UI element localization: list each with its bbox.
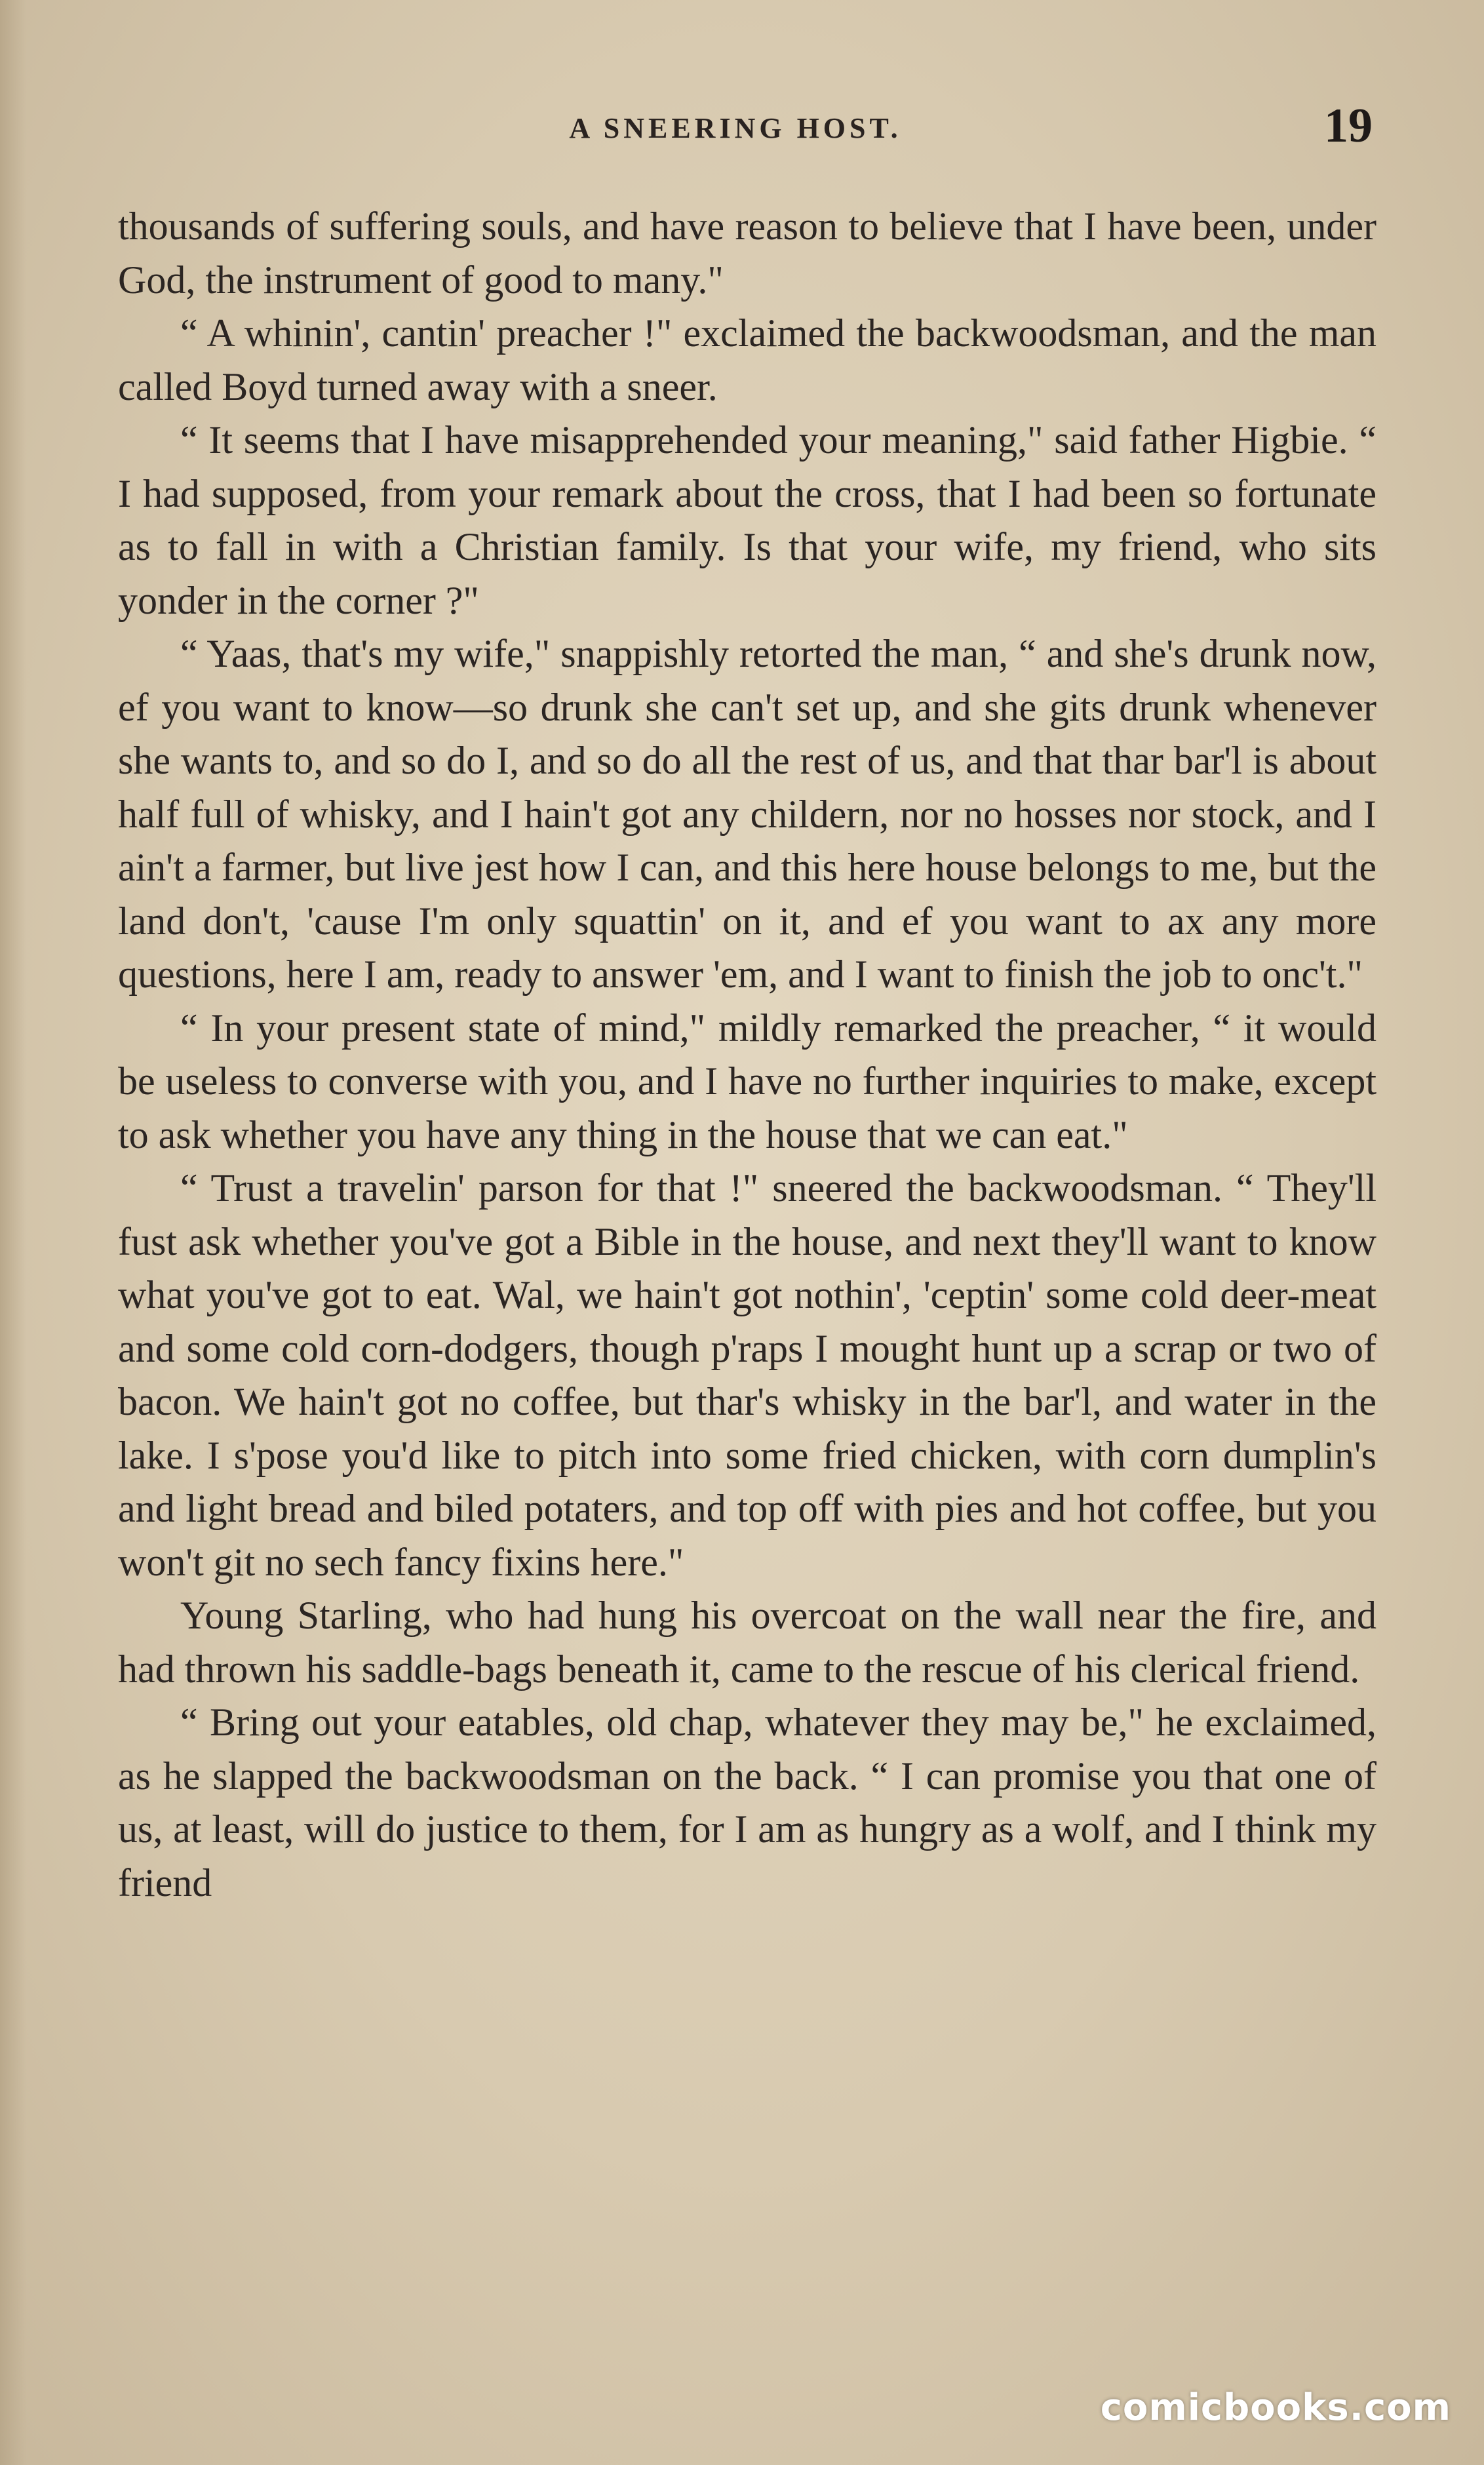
paragraph-2: “ A whinin', cantin' preacher !" exclaimed the backwoodsman, and the man called Boyd turned away with a sneer.	[118, 311, 1377, 408]
site-watermark: comicbooks.com	[1100, 2386, 1451, 2429]
paragraph-6: “ Trust a travelin' parson for that !" sneered the backwoodsman. “ They'll fust ask whether you've got a Bible in the house, and next they'll want to know what you've got to eat. Wal, we hain't got nothin', 'ceptin' some cold deer-meat and some cold corn-dodgers, though p'raps I mought hunt up a scrap or two of bacon. We hain't got no coffee, but thar's whisky in the bar'l, and water in the lake. I s'pose you'd like to pitch into some fried chicken, with corn dumplin's and light bread and biled potaters, and top off with pies and hot coffee, but you won't git no sech fancy fixins here."	[118, 1166, 1377, 1584]
paragraph-5: “ In your present state of mind," mildly remarked the preacher, “ it would be useless to converse with you, and I have no further inquiries to make, except to ask whether you have any thing in the house that we can eat."	[118, 1006, 1377, 1156]
paragraph-3: “ It seems that I have misapprehended your meaning," said father Higbie. “ I had supposed, from your remark about the cross, that I had been so fortunate as to fall in with a Christian family. Is that your wife, my friend, who sits yonder in the corner ?"	[118, 418, 1377, 622]
running-title: A SNEERING HOST.	[569, 112, 902, 144]
paragraph-4: “ Yaas, that's my wife," snappishly retorted the man, “ and she's drunk now, ef you want to know—so drunk she can't set up, and she gits drunk whenever she wants to, and so do I, and so do all the rest of us, and that thar bar'l is about half full of whisky, and I hain't got any childern, nor no hosses nor stock, and I ain't a farmer, but live jest how I can, and this here house belongs to me, but the land don't, 'cause I'm only squattin' on it, and ef you want to ax any more questions, here I am, ready to answer 'em, and I want to finish the job to onc't."	[118, 632, 1377, 996]
body-text	[118, 200, 1377, 1910]
paragraph-8: “ Bring out your eatables, old chap, whatever they may be," he exclaimed, as he slapped the backwoodsman on the back. “ I can promise you that one of us, at least, will do justice to them, for I am as hungry as a wolf, and I think my friend	[118, 1701, 1377, 1904]
paragraph-7: Young Starling, who had hung his overcoat on the wall near the fire, and had thrown his saddle-bags beneath it, came to the rescue of his clerical friend.	[118, 1594, 1377, 1691]
page-header	[98, 98, 1373, 164]
paragraph-1: thousands of suffering souls, and have reason to believe that I have been, under God, the instrument of good to many."	[118, 205, 1377, 302]
page-edge-shadow	[0, 0, 26, 2465]
page-number: 19	[1324, 99, 1373, 153]
